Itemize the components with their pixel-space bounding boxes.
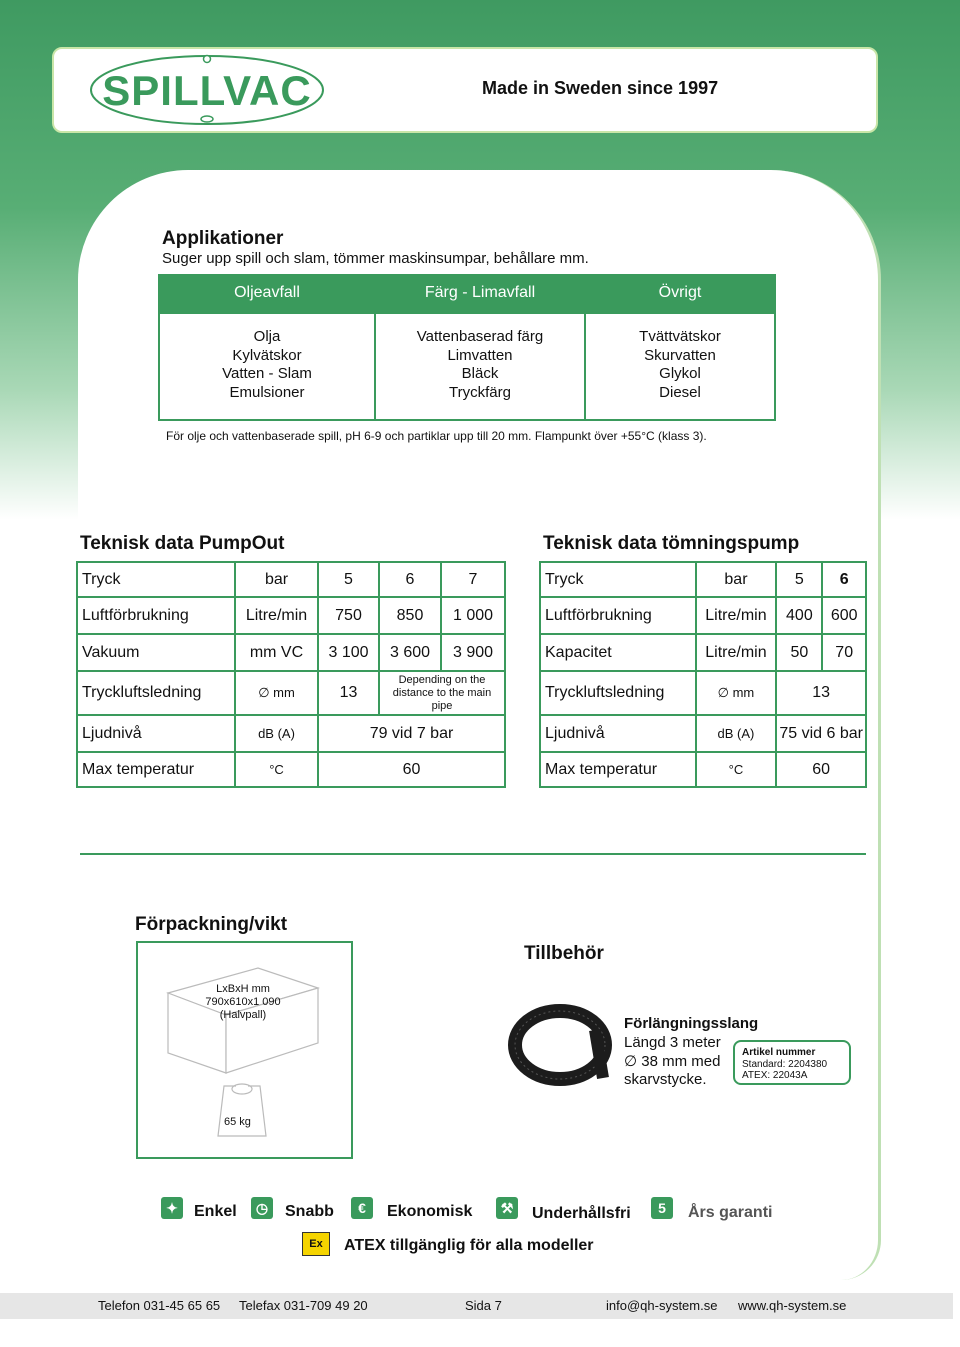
list-item: Limvatten <box>447 346 513 364</box>
article-number-box <box>733 1040 851 1085</box>
cell-value: 70 <box>822 634 866 671</box>
cell-label: Vakuum <box>77 634 235 671</box>
footer <box>0 1293 953 1319</box>
list-item: Tryckfärg <box>449 383 511 401</box>
cell-value: 60 <box>318 752 505 787</box>
cell-unit: °C <box>696 752 777 787</box>
header-bar <box>52 47 878 133</box>
cell-unit: Litre/min <box>696 634 777 671</box>
accessory-name: Förlängningsslang <box>624 1015 759 1032</box>
footer-email[interactable]: info@qh-system.se <box>606 1298 718 1313</box>
cell-label: Kapacitet <box>540 634 696 671</box>
list-item: Glykol <box>659 365 701 382</box>
article-standard: Standard: 2204380 <box>742 1058 828 1070</box>
footer-fax: Telefax 031-709 49 20 <box>239 1298 368 1313</box>
cell-value: 60 <box>776 752 866 787</box>
applications-table <box>158 274 776 421</box>
pumpout-title: Teknisk data PumpOut <box>80 533 285 554</box>
packaging-title: Förpackning/vikt <box>135 914 288 935</box>
cell-label: Tryck <box>77 562 235 597</box>
table-row <box>77 597 505 634</box>
list-item: Bläck <box>461 365 499 382</box>
cell-label: Tryckluftsledning <box>77 671 235 715</box>
bulb-icon: ✦ <box>161 1197 183 1219</box>
footer-phone: Telefon 031-45 65 65 <box>98 1298 221 1313</box>
dims-label: LxBxH mm <box>216 983 270 995</box>
weight-value: 65 kg <box>224 1116 251 1128</box>
applications-subtitle: Suger upp spill och slam, tömmer maskinsumpar, behållare mm. <box>162 250 589 267</box>
cell-value: 3 600 <box>379 634 441 671</box>
cell-unit: dB (A) <box>235 715 318 752</box>
cell-unit: bar <box>235 562 318 597</box>
list-item: Skurvatten <box>644 346 716 364</box>
cell-value: 850 <box>379 597 441 634</box>
feature-fast: Snabb <box>285 1203 334 1220</box>
list-item: Olja <box>253 328 281 345</box>
cell-unit: ∅ mm <box>235 671 318 715</box>
pallet-label: (Halvpall) <box>219 1009 267 1021</box>
cell-label: Max temperatur <box>77 752 235 787</box>
cell-value: 3 100 <box>318 634 379 671</box>
table-row <box>540 634 866 671</box>
cell-value: 600 <box>822 597 866 634</box>
table-row <box>540 752 866 787</box>
cell-value: 6 <box>822 562 866 597</box>
cell-label: Luftförbrukning <box>77 597 235 634</box>
cell-value: 5 <box>318 562 379 597</box>
euro-icon: € <box>351 1197 373 1219</box>
cell-value: 13 <box>318 671 379 715</box>
col-header-other: Övrigt <box>585 274 775 313</box>
dims-value: 790x610x1 090 <box>205 996 281 1008</box>
table-row <box>540 671 866 715</box>
col-header-paint: Färg - Limavfall <box>375 274 585 313</box>
tomning-table <box>539 561 867 788</box>
accessory-diameter: ∅ 38 mm med <box>624 1052 721 1070</box>
footer-page: Sida 7 <box>465 1298 502 1313</box>
table-row <box>540 562 866 597</box>
cell-value: 5 <box>776 562 822 597</box>
cell-label: Tryck <box>540 562 696 597</box>
tomning-title: Teknisk data tömningspump <box>543 533 800 554</box>
accessories-title: Tillbehör <box>524 943 604 964</box>
cell-label: Ljudnivå <box>77 715 235 752</box>
cell-value: 75 vid 6 bar <box>776 715 866 752</box>
feature-warranty: Års garanti <box>688 1204 773 1221</box>
cell-value: 6 <box>379 562 441 597</box>
cell-value: 3 900 <box>441 634 505 671</box>
cell-unit: °C <box>235 752 318 787</box>
five-icon: 5 <box>651 1197 673 1219</box>
table-row <box>77 634 505 671</box>
col-header-oil: Oljeavfall <box>159 274 375 313</box>
applications-title: Applikationer <box>162 228 284 249</box>
cell-unit: bar <box>696 562 777 597</box>
cell-value: 13 <box>776 671 866 715</box>
cell-label: Max temperatur <box>540 752 696 787</box>
table-row <box>77 715 505 752</box>
oil-cell <box>159 313 375 420</box>
applications-note: För olje och vattenbaserade spill, pH 6-9 och partiklar upp till 20 mm. Flampunkt över +55°C (klass 3). <box>166 429 707 443</box>
list-item: Tvättvätskor <box>639 328 721 345</box>
table-row <box>540 715 866 752</box>
cell-value: 79 vid 7 bar <box>318 715 505 752</box>
footer-website[interactable]: www.qh-system.se <box>738 1298 847 1313</box>
feature-simple: Enkel <box>194 1203 237 1220</box>
table-row <box>540 597 866 634</box>
pumpout-table <box>76 561 506 788</box>
cell-value: 7 <box>441 562 505 597</box>
wrench-icon: ⚒ <box>496 1197 518 1219</box>
article-atex: ATEX: 22043A <box>742 1070 808 1081</box>
svg-text:SPILLVAC: SPILLVAC <box>102 67 312 114</box>
cell-value: 1 000 <box>441 597 505 634</box>
list-item: Vatten - Slam <box>222 365 312 382</box>
table-row <box>77 671 505 715</box>
list-item: Kylvätskor <box>232 346 302 364</box>
table-row <box>77 562 505 597</box>
list-item: Diesel <box>659 383 701 401</box>
hose-image <box>505 1000 617 1092</box>
accessory-length: Längd 3 meter <box>624 1034 721 1051</box>
cell-unit: dB (A) <box>696 715 777 752</box>
list-item: Emulsioner <box>229 383 305 401</box>
packaging-box <box>136 941 353 1159</box>
atex-icon: Ex <box>302 1232 330 1256</box>
other-cell <box>585 313 775 420</box>
atex-note: ATEX tillgänglig för alla modeller <box>344 1237 594 1254</box>
cell-unit: ∅ mm <box>696 671 777 715</box>
cell-value: 750 <box>318 597 379 634</box>
spillvac-logo <box>62 51 352 129</box>
cell-unit: mm VC <box>235 634 318 671</box>
table-row <box>77 752 505 787</box>
cell-unit: Litre/min <box>235 597 318 634</box>
divider <box>80 853 866 855</box>
paint-cell <box>375 313 585 420</box>
feature-maintenance-free: Underhållsfri <box>532 1205 631 1222</box>
cell-value: 50 <box>776 634 822 671</box>
article-title: Artikel nummer <box>742 1047 816 1058</box>
tagline: Made in Sweden since 1997 <box>482 78 719 98</box>
cell-label: Ljudnivå <box>540 715 696 752</box>
list-item: Vattenbaserad färg <box>416 328 544 345</box>
cell-note: Depending on the distance to the main pipe <box>379 671 505 715</box>
cell-value: 400 <box>776 597 822 634</box>
cell-unit: Litre/min <box>696 597 777 634</box>
cell-label: Luftförbrukning <box>540 597 696 634</box>
stopwatch-icon: ◷ <box>251 1197 273 1219</box>
accessory-coupling: skarvstycke. <box>624 1071 707 1088</box>
cell-label: Tryckluftsledning <box>540 671 696 715</box>
feature-economic: Ekonomisk <box>387 1203 473 1220</box>
